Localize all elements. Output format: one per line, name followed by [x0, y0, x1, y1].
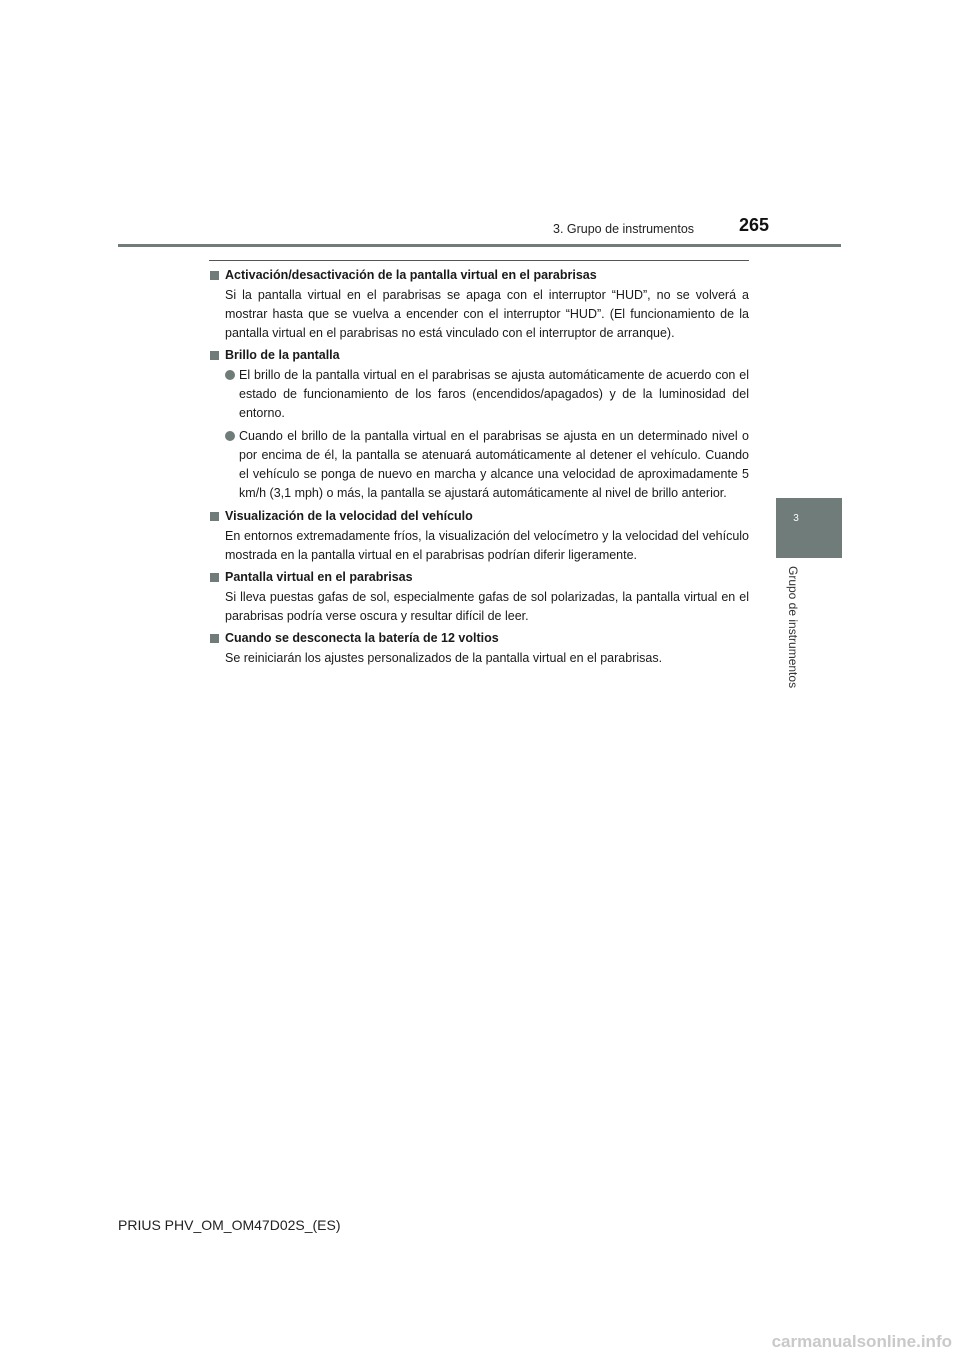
- chapter-tab: [776, 498, 842, 558]
- watermark: carmanualsonline.info: [771, 1332, 952, 1351]
- section-paragraph: Si lleva puestas gafas de sol, especialmente gafas de sol polarizadas, la pantalla virtual en el parabrisas podría verse oscura y resultar difícil de leer.: [225, 590, 749, 623]
- square-bullet-icon: [210, 351, 219, 360]
- bullet-item: [225, 427, 749, 503]
- section-speed-display: [209, 507, 749, 565]
- section-hud-toggle: [209, 266, 749, 343]
- content-top-rule: [209, 260, 749, 261]
- section-title-text: Cuando se desconecta la batería de 12 voltios: [225, 631, 499, 645]
- section-battery-disconnect: [209, 629, 749, 668]
- footer-document-id: PRIUS PHV_OM_OM47D02S_(ES): [118, 1217, 341, 1233]
- square-bullet-icon: [210, 512, 219, 521]
- square-bullet-icon: [210, 634, 219, 643]
- bullet-text: Cuando el brillo de la pantalla virtual en el parabrisas se ajusta en un determinado nivel o por encima de él, la pantalla se atenuará automáticamente al detener el vehículo. Cuando el vehículo se ponga de nuevo en marcha y alcance una velocidad de aproximadamente 5 km/h (3,1 mph) o más, la pantalla se ajustará automáticamente al nivel de brillo anterior.: [239, 429, 749, 500]
- circle-bullet-icon: [225, 431, 235, 441]
- square-bullet-icon: [210, 573, 219, 582]
- header-rule: [118, 244, 841, 247]
- square-bullet-icon: [210, 271, 219, 280]
- section-title-text: Activación/desactivación de la pantalla virtual en el parabrisas: [225, 268, 597, 282]
- bullet-item: [225, 366, 749, 423]
- section-title: [209, 568, 749, 587]
- bullet-text: El brillo de la pantalla virtual en el parabrisas se ajusta automáticamente de acuerdo con el estado de funcionamiento de los faros (encendidos/apagados) y de la luminosidad del entorno.: [239, 368, 749, 420]
- page-number: 265: [739, 215, 770, 235]
- section-title: [209, 266, 749, 285]
- section-title: [209, 346, 749, 365]
- section-paragraph: En entornos extremadamente fríos, la visualización del velocímetro y la velocidad del vehículo mostrada en la pantalla virtual en el parabrisas podrían diferir ligeramente.: [225, 529, 749, 562]
- section-title-text: Visualización de la velocidad del vehículo: [225, 509, 473, 523]
- page-content: [209, 266, 749, 671]
- section-brightness: [209, 346, 749, 503]
- section-title: [209, 507, 749, 526]
- section-title-text: Brillo de la pantalla: [225, 348, 340, 362]
- section-paragraph: Se reiniciarán los ajustes personalizados de la pantalla virtual en el parabrisas.: [225, 651, 663, 665]
- section-paragraph: Si la pantalla virtual en el parabrisas se apaga con el interruptor “HUD”, no se volverá a mostrar hasta que se vuelva a encender con el interruptor “HUD”. (El funcionamiento de la pantalla virtual en el parabrisas no está vinculado con el interruptor de arranque).: [225, 288, 749, 340]
- header-section-title: 3. Grupo de instrumentos: [553, 222, 695, 236]
- section-title: [209, 629, 749, 648]
- chapter-tab-number: 3: [793, 513, 799, 524]
- chapter-side-label: Grupo de instrumentos: [786, 566, 800, 689]
- section-title-text: Pantalla virtual en el parabrisas: [225, 570, 413, 584]
- circle-bullet-icon: [225, 370, 235, 380]
- section-hud-sunglasses: [209, 568, 749, 626]
